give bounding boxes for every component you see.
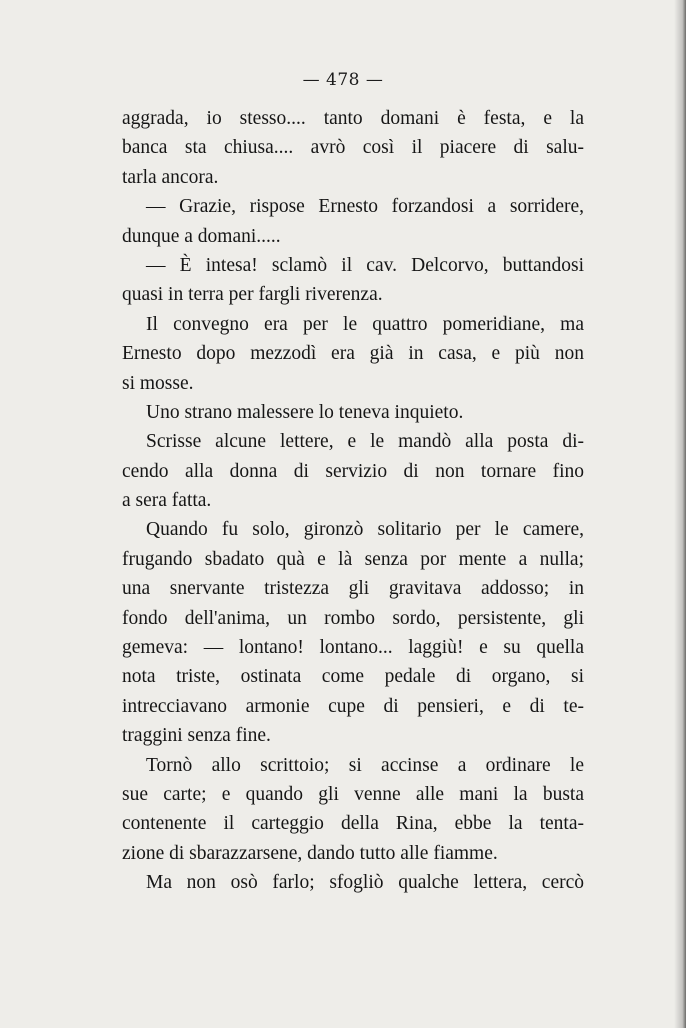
text-line: gemeva: — lontano! lontano... laggiù! e su quella xyxy=(122,637,584,659)
text-line: intrecciavano armonie cupe di pensieri, e di te- xyxy=(122,695,584,717)
text-line: dunque a domani..... xyxy=(122,225,281,247)
text-line: a sera fatta. xyxy=(122,490,212,512)
text-line: contenente il carteggio della Rina, ebbe la tenta- xyxy=(122,813,584,835)
text-line: Quando fu solo, gironzò solitario per le camere, xyxy=(146,519,584,541)
text-line: fondo dell'anima, un rombo sordo, persistente, gli xyxy=(122,607,584,629)
text-line: aggrada, io stesso.... tanto domani è festa, e la xyxy=(122,108,584,129)
text-line: Scrisse alcune lettere, e le mandò alla posta di- xyxy=(146,431,584,453)
text-line: banca sta chiusa.... avrò così il piacere di salu- xyxy=(122,137,584,159)
text-line: una snervante tristezza gli gravitava addosso; in xyxy=(122,578,584,600)
text-line: — Grazie, rispose Ernesto forzandosi a sorridere, xyxy=(146,196,584,218)
page-number: — 478 — xyxy=(302,70,384,90)
text-line: zione di sbarazzarsene, dando tutto alle fiamme. xyxy=(122,842,498,864)
text-line: si mosse. xyxy=(122,372,194,394)
text-line: tarla ancora. xyxy=(122,166,219,188)
text-line: traggini senza fine. xyxy=(122,725,271,747)
text-line: sue carte; e quando gli venne alle mani la busta xyxy=(122,783,584,805)
text-line: Uno strano malessere lo teneva inquieto. xyxy=(146,401,464,423)
text-line: quasi in terra per fargli riverenza. xyxy=(122,284,383,306)
text-line: Il convegno era per le quattro pomeridiane, ma xyxy=(146,313,584,335)
text-line: — È intesa! sclamò il cav. Delcorvo, buttandosi xyxy=(146,254,584,276)
text-line: Ma non osò farlo; sfogliò qualche lettera, cercò xyxy=(146,872,584,894)
text-line: cendo alla donna di servizio di non tornare fino xyxy=(122,460,584,482)
body-text xyxy=(122,104,584,898)
text-line: Tornò allo scrittoio; si accinse a ordinare le xyxy=(146,754,584,776)
text-line: Ernesto dopo mezzodì era già in casa, e più non xyxy=(122,343,584,365)
page-edge-shadow xyxy=(674,0,686,1028)
text-line: frugando sbadato quà e là senza por mente a nulla; xyxy=(122,548,584,570)
text-line: nota triste, ostinata come pedale di organo, si xyxy=(122,666,584,688)
